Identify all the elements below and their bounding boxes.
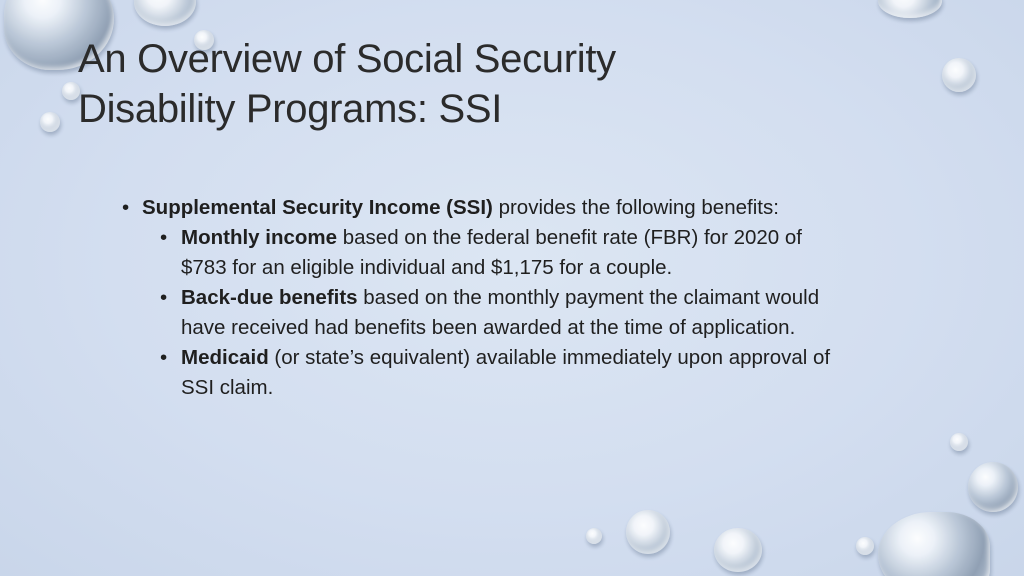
sub-bullet-monthly-income: [160, 223, 962, 283]
bullet-marker: •: [160, 226, 168, 249]
sub-bullet-bold: Monthly income: [181, 226, 338, 249]
slide-title: [78, 34, 778, 134]
water-drop-decoration: [942, 58, 976, 92]
water-drop-decoration: [878, 512, 990, 576]
sub-bullet-text: (or state’s equivalent) available immediately upon approval of: [268, 346, 831, 369]
water-drop-decoration: [40, 112, 60, 132]
bullet-marker: •: [160, 346, 168, 369]
sub-bullet-text: based on the monthly payment the claimant would: [357, 286, 820, 309]
sub-bullet-line: [181, 223, 962, 253]
water-drop-decoration: [968, 462, 1018, 512]
main-bullet: [122, 193, 962, 223]
sub-bullet-line: $783 for an eligible individual and $1,175 for a couple.: [181, 256, 673, 279]
sub-bullet-bold: Medicaid: [181, 346, 269, 369]
sub-bullet-back-due-benefits: [160, 283, 962, 343]
sub-bullet-medicaid: [160, 343, 962, 403]
sub-bullet-line: [181, 343, 962, 373]
bullet-marker: •: [122, 196, 130, 219]
sub-bullet-line: SSI claim.: [181, 376, 274, 399]
main-bullet-bold: Supplemental Security Income (SSI): [142, 196, 493, 219]
slide-body: [122, 193, 962, 403]
water-drop-decoration: [856, 537, 874, 555]
sub-bullet-line: [181, 283, 962, 313]
sub-bullet-bold: Back-due benefits: [181, 286, 358, 309]
sub-bullet-text: based on the federal benefit rate (FBR) for 2020 of: [337, 226, 802, 249]
water-drop-decoration: [950, 433, 968, 451]
sub-bullet-list: [160, 223, 962, 403]
water-drop-decoration: [134, 0, 196, 26]
main-bullet-text: provides the following benefits:: [492, 196, 779, 219]
bullet-marker: •: [160, 286, 168, 309]
water-drop-decoration: [586, 528, 602, 544]
sub-bullet-line: have received had benefits been awarded at the time of application.: [181, 316, 796, 339]
water-drop-decoration: [714, 528, 762, 572]
water-drop-decoration: [878, 0, 942, 18]
water-drop-decoration: [626, 510, 670, 554]
title-line-2: Disability Programs: SSI: [78, 87, 503, 131]
title-line-1: An Overview of Social Security: [78, 37, 616, 81]
